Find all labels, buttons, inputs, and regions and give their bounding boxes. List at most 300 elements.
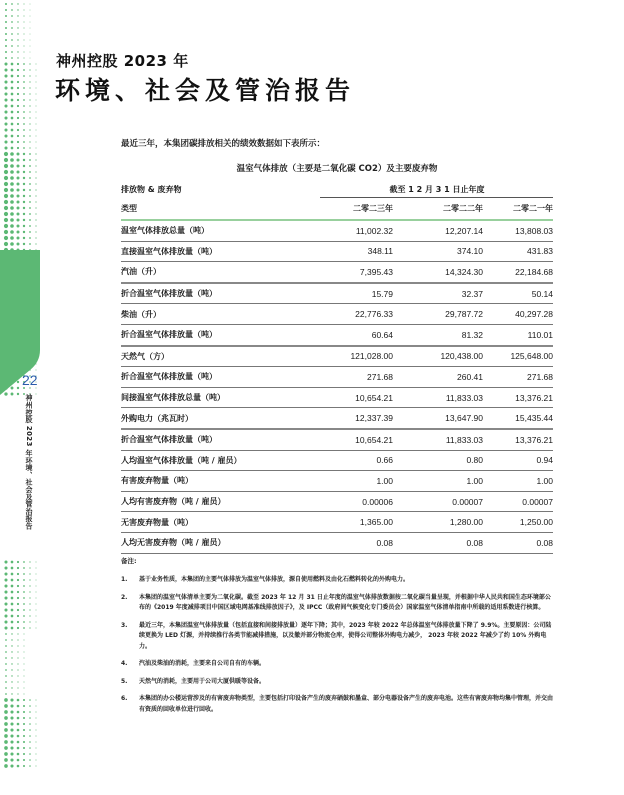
halftone-dot <box>11 285 14 288</box>
halftone-dot <box>17 231 20 234</box>
halftone-dot <box>4 608 7 611</box>
row-label: 折合温室气体排放量（吨） <box>121 367 241 388</box>
halftone-dot <box>23 591 25 593</box>
halftone-dot <box>11 651 12 652</box>
halftone-dot <box>30 28 31 29</box>
table-row <box>121 471 553 492</box>
halftone-dot <box>4 698 8 702</box>
group-header-right: 截至 1 2 月 3 1 日止年度 <box>389 185 485 194</box>
cell-2021: 13,808.03 <box>483 221 553 241</box>
halftone-dot <box>29 189 31 191</box>
halftone-dot <box>17 291 19 293</box>
cell-2023: 121,028.00 <box>241 346 393 367</box>
halftone-dot <box>36 370 37 371</box>
halftone-dot <box>11 657 12 658</box>
halftone-dot <box>29 579 30 580</box>
halftone-dot <box>36 118 37 119</box>
halftone-dot <box>36 136 37 137</box>
row-label: 间接温室气体排放总量（吨） <box>121 387 241 408</box>
halftone-dot <box>11 621 14 624</box>
halftone-dot <box>23 699 25 701</box>
halftone-dot <box>10 194 14 198</box>
cell-2023: 15.79 <box>241 283 393 304</box>
halftone-dot <box>17 9 18 10</box>
halftone-dot <box>10 224 14 228</box>
halftone-dot <box>36 562 37 563</box>
halftone-dot <box>4 254 8 258</box>
halftone-dot <box>10 728 13 731</box>
halftone-dot <box>5 51 7 53</box>
halftone-dot <box>4 110 7 113</box>
halftone-dot <box>36 106 37 107</box>
halftone-dot <box>35 177 36 178</box>
halftone-dot <box>17 117 19 119</box>
halftone-dot <box>11 39 13 41</box>
halftone-dot <box>4 620 7 623</box>
halftone-dot <box>23 165 25 167</box>
halftone-dot <box>29 195 31 197</box>
halftone-dot <box>10 710 13 713</box>
halftone-dot <box>24 652 25 653</box>
note-item <box>121 677 553 688</box>
row-label: 柴油（升） <box>121 304 241 325</box>
column-header-2022: 二零二二年 <box>443 204 483 213</box>
halftone-dot <box>4 152 8 156</box>
halftone-dot <box>17 237 20 240</box>
note-number: 4. <box>121 660 128 667</box>
halftone-dot <box>23 327 25 329</box>
halftone-dot <box>30 10 31 11</box>
intro-text: 最近三年，本集团碳排放相关的绩效数据如下表所示： <box>121 139 326 149</box>
halftone-dot <box>4 278 7 281</box>
halftone-dot <box>17 579 19 581</box>
halftone-dot <box>10 764 13 767</box>
halftone-dot <box>10 740 13 743</box>
halftone-dot <box>17 153 20 156</box>
halftone-dot <box>17 243 20 246</box>
row-label: 折合温室气体排放量（吨） <box>121 429 241 450</box>
halftone-dot <box>5 657 7 659</box>
cell-2022: 32.37 <box>393 283 483 304</box>
cell-2021: 13,376.21 <box>483 387 553 408</box>
halftone-dot <box>11 45 13 47</box>
halftone-dot <box>17 3 18 4</box>
halftone-dot <box>5 687 7 689</box>
halftone-dot <box>29 207 31 209</box>
cell-2021: 0.00007 <box>483 491 553 512</box>
halftone-dot <box>17 615 19 617</box>
halftone-dot <box>36 100 37 101</box>
halftone-dot <box>17 189 20 192</box>
halftone-dot <box>4 188 8 192</box>
halftone-dot <box>4 146 7 149</box>
halftone-dot <box>36 88 37 89</box>
halftone-dot <box>11 147 14 150</box>
halftone-dot <box>4 362 7 365</box>
halftone-dot <box>17 225 20 228</box>
halftone-dot <box>23 369 25 371</box>
halftone-dot <box>35 213 36 214</box>
halftone-dot <box>36 622 37 623</box>
table-row <box>121 324 553 345</box>
halftone-dot <box>11 117 14 120</box>
halftone-dot <box>35 765 36 766</box>
halftone-dot <box>11 675 12 676</box>
halftone-dot <box>35 249 36 250</box>
halftone-dot <box>23 711 25 713</box>
halftone-dot <box>23 45 24 46</box>
halftone-dot <box>4 584 7 587</box>
halftone-dot <box>5 45 7 47</box>
halftone-dot <box>4 218 8 222</box>
halftone-dot <box>36 64 37 65</box>
halftone-dot <box>11 261 14 264</box>
halftone-dot <box>11 309 14 312</box>
cell-2021: 125,648.00 <box>483 346 553 367</box>
halftone-dot <box>29 735 31 737</box>
halftone-dot <box>23 153 25 155</box>
halftone-dot <box>10 254 14 258</box>
cell-2023: 348.11 <box>241 241 393 262</box>
halftone-dot <box>17 201 20 204</box>
halftone-dot <box>17 339 19 341</box>
row-label: 人均有害废弃物（吨 / 雇员） <box>121 491 241 512</box>
cell-2021: 15,435.44 <box>483 408 553 429</box>
halftone-dot <box>29 201 31 203</box>
halftone-dot <box>35 255 36 256</box>
halftone-dot <box>5 693 7 695</box>
group-header-rule <box>320 197 553 198</box>
halftone-dot <box>11 273 14 276</box>
halftone-dot <box>36 304 37 305</box>
halftone-dot <box>4 272 7 275</box>
halftone-dot <box>5 21 7 23</box>
halftone-dot <box>36 610 37 611</box>
halftone-dot <box>36 94 37 95</box>
halftone-dot <box>4 182 8 186</box>
halftone-dot <box>36 334 37 335</box>
halftone-dot <box>4 326 7 329</box>
halftone-dot <box>23 345 25 347</box>
halftone-dot <box>35 729 36 730</box>
halftone-dot <box>29 699 31 701</box>
halftone-dot <box>23 333 25 335</box>
halftone-dot <box>23 141 25 143</box>
halftone-dot <box>17 81 19 83</box>
halftone-dot <box>11 291 14 294</box>
halftone-dot <box>36 346 37 347</box>
halftone-dot <box>36 358 37 359</box>
halftone-dot <box>5 651 7 653</box>
cell-2022: 11,833.03 <box>393 387 483 408</box>
halftone-dot <box>17 69 19 71</box>
halftone-dot <box>36 274 37 275</box>
halftone-dot <box>29 261 30 262</box>
halftone-dot <box>29 615 30 616</box>
table-row <box>121 429 553 450</box>
halftone-dot <box>11 315 14 318</box>
halftone-dot <box>17 93 19 95</box>
halftone-dot <box>4 308 7 311</box>
row-label: 直接温室气体排放量（吨） <box>121 241 241 262</box>
halftone-dot <box>29 267 30 268</box>
halftone-dot <box>30 4 31 5</box>
halftone-dot <box>23 159 25 161</box>
halftone-dot <box>23 561 25 563</box>
cell-2021: 0.94 <box>483 450 553 471</box>
table-row <box>121 367 553 388</box>
halftone-dot <box>11 333 14 336</box>
halftone-dot <box>29 351 30 352</box>
halftone-dot <box>23 195 25 197</box>
halftone-dot <box>29 597 30 598</box>
halftone-dot <box>23 705 25 707</box>
halftone-dot <box>4 368 7 371</box>
halftone-dot <box>4 176 8 180</box>
halftone-dot <box>10 206 14 210</box>
halftone-dot <box>17 273 19 275</box>
halftone-dot <box>17 633 18 634</box>
halftone-dot <box>4 614 7 617</box>
halftone-dot <box>17 693 18 694</box>
halftone-dot <box>17 747 20 750</box>
page-number: 22 <box>22 372 38 388</box>
halftone-dot <box>17 357 19 359</box>
halftone-dot <box>29 93 30 94</box>
halftone-dot <box>11 573 14 576</box>
halftone-dot <box>35 711 36 712</box>
halftone-dot <box>23 129 25 131</box>
cell-2023: 0.00006 <box>241 491 393 512</box>
halftone-dot <box>11 567 14 570</box>
halftone-dot <box>35 225 36 226</box>
column-header-2021: 二零二一年 <box>513 204 553 213</box>
halftone-dot <box>17 651 18 652</box>
halftone-dot <box>29 273 30 274</box>
halftone-dot <box>17 261 19 263</box>
halftone-dot <box>17 213 20 216</box>
halftone-dot <box>17 351 19 353</box>
cell-2023: 10,654.21 <box>241 387 393 408</box>
halftone-dot <box>4 314 7 317</box>
halftone-dot <box>11 279 14 282</box>
halftone-dot <box>17 183 20 186</box>
halftone-dot <box>23 597 25 599</box>
table-row <box>121 346 553 367</box>
cell-2022: 0.80 <box>393 450 483 471</box>
halftone-dot <box>4 62 7 65</box>
halftone-dot <box>17 735 20 738</box>
cell-2021: 40,297.28 <box>483 304 553 325</box>
halftone-dot <box>23 567 25 569</box>
halftone-dot <box>11 375 14 378</box>
halftone-dot <box>11 297 14 300</box>
halftone-dot <box>17 729 20 732</box>
halftone-dot <box>4 704 8 708</box>
table-group-header <box>121 184 553 198</box>
halftone-dot <box>17 63 19 65</box>
halftone-dot <box>5 633 7 635</box>
halftone-dot <box>17 369 19 371</box>
halftone-dot <box>10 218 14 222</box>
halftone-dot <box>17 75 19 77</box>
halftone-dot <box>23 93 25 95</box>
cell-2023: 60.64 <box>241 324 393 345</box>
cell-2023: 22,776.33 <box>241 304 393 325</box>
halftone-dot <box>30 58 31 59</box>
halftone-dot <box>36 580 37 581</box>
halftone-dot <box>4 158 8 162</box>
halftone-dot <box>23 321 25 323</box>
halftone-dot <box>29 285 30 286</box>
halftone-dot <box>4 578 7 581</box>
halftone-dot <box>17 105 19 107</box>
halftone-dot <box>11 111 14 114</box>
halftone-dot <box>36 82 37 83</box>
halftone-dot <box>4 140 7 143</box>
halftone-dot <box>17 285 19 287</box>
halftone-dot <box>17 87 19 89</box>
halftone-dot <box>17 603 19 605</box>
halftone-dot <box>29 363 30 364</box>
table-row <box>121 304 553 325</box>
row-label: 有害废弃物量（吨） <box>121 471 241 492</box>
cell-2022: 1.00 <box>393 471 483 492</box>
halftone-dot <box>17 687 18 688</box>
halftone-dot <box>29 345 30 346</box>
halftone-dot <box>17 333 19 335</box>
halftone-dot <box>29 219 31 221</box>
halftone-dot <box>17 207 20 210</box>
halftone-dot <box>17 297 19 299</box>
cell-2023: 1.00 <box>241 471 393 492</box>
halftone-dot <box>11 339 14 342</box>
cell-2022: 1,280.00 <box>393 512 483 533</box>
halftone-dot <box>4 572 7 575</box>
cell-2021: 50.14 <box>483 283 553 304</box>
halftone-dot <box>5 639 7 641</box>
halftone-dot <box>23 291 25 293</box>
note-item <box>121 694 553 715</box>
cell-2022: 81.32 <box>393 324 483 345</box>
note-number: 2. <box>121 593 128 601</box>
halftone-dot <box>35 735 36 736</box>
halftone-dot <box>36 316 37 317</box>
halftone-dot <box>23 357 25 359</box>
halftone-dot <box>23 267 25 269</box>
halftone-dot <box>17 363 19 365</box>
cell-2021: 1.00 <box>483 471 553 492</box>
halftone-dot <box>4 338 7 341</box>
halftone-dot <box>29 711 31 713</box>
halftone-dot <box>23 285 25 287</box>
halftone-dot <box>17 621 19 623</box>
halftone-dot <box>5 27 7 29</box>
halftone-dot <box>23 339 25 341</box>
halftone-dot <box>35 171 36 172</box>
note-item <box>121 659 553 670</box>
halftone-dot <box>36 76 37 77</box>
halftone-dot <box>29 99 30 100</box>
halftone-dot <box>36 310 37 311</box>
cell-2023: 1,365.00 <box>241 512 393 533</box>
halftone-dot <box>17 657 18 658</box>
halftone-dot <box>23 231 25 233</box>
halftone-dot <box>17 327 19 329</box>
halftone-dot <box>24 688 25 689</box>
halftone-dot <box>4 746 8 750</box>
halftone-dot <box>36 364 37 365</box>
halftone-dot <box>23 51 24 52</box>
halftone-dot <box>17 45 18 46</box>
cell-2022: 120,438.00 <box>393 346 483 367</box>
halftone-dot <box>17 309 19 311</box>
halftone-dot <box>11 123 14 126</box>
halftone-dot <box>23 219 25 221</box>
report-title: 环境、社会及管治报告 <box>55 76 356 105</box>
halftone-dot <box>4 122 7 125</box>
halftone-dot <box>36 124 37 125</box>
halftone-dot <box>36 568 37 569</box>
halftone-dot <box>11 321 14 324</box>
halftone-dot <box>29 585 30 586</box>
halftone-dot <box>11 141 14 144</box>
note-text: 本集团的办公楼运营涉及的有害废弃物类型，主要包括打印设备产生的废弃硒鼓和墨盒、部分电器设备产生的废弃电池。这些有害废弃物均集中管理，并交由有资质的回收单位进行回收。 <box>139 695 554 713</box>
halftone-dot <box>17 165 20 168</box>
halftone-dot <box>5 15 7 17</box>
halftone-dot <box>11 669 12 670</box>
halftone-dot <box>35 747 36 748</box>
halftone-dot <box>4 134 7 137</box>
halftone-dot <box>23 579 25 581</box>
halftone-dot <box>23 759 25 761</box>
halftone-dot <box>35 237 36 238</box>
cell-2021: 431.83 <box>483 241 553 262</box>
halftone-dot <box>4 602 7 605</box>
halftone-dot <box>4 92 7 95</box>
halftone-dot <box>11 3 13 5</box>
halftone-dot <box>35 219 36 220</box>
halftone-dot <box>4 170 8 174</box>
halftone-dot <box>29 231 31 233</box>
halftone-dot <box>4 230 8 234</box>
halftone-dot <box>17 159 20 162</box>
halftone-dot <box>29 315 30 316</box>
halftone-dot <box>23 9 24 10</box>
halftone-dot <box>4 200 8 204</box>
halftone-dot <box>29 129 30 130</box>
halftone-dot <box>36 616 37 617</box>
cell-2022: 14,324.30 <box>393 262 483 283</box>
halftone-dot <box>11 93 14 96</box>
halftone-dot <box>17 759 20 762</box>
halftone-dot <box>29 729 31 731</box>
halftone-dot <box>11 603 14 606</box>
halftone-dot <box>17 723 20 726</box>
halftone-dot <box>17 645 18 646</box>
halftone-dot <box>11 591 14 594</box>
row-label: 折合温室气体排放量（吨） <box>121 283 241 304</box>
halftone-dot <box>35 717 36 718</box>
halftone-dot <box>24 664 25 665</box>
halftone-dot <box>4 164 8 168</box>
halftone-dot <box>5 33 7 35</box>
halftone-dot <box>36 394 37 395</box>
row-label: 折合温室气体排放量（吨） <box>121 324 241 345</box>
halftone-dot <box>29 591 30 592</box>
halftone-dot <box>17 135 19 137</box>
halftone-dot <box>35 759 36 760</box>
